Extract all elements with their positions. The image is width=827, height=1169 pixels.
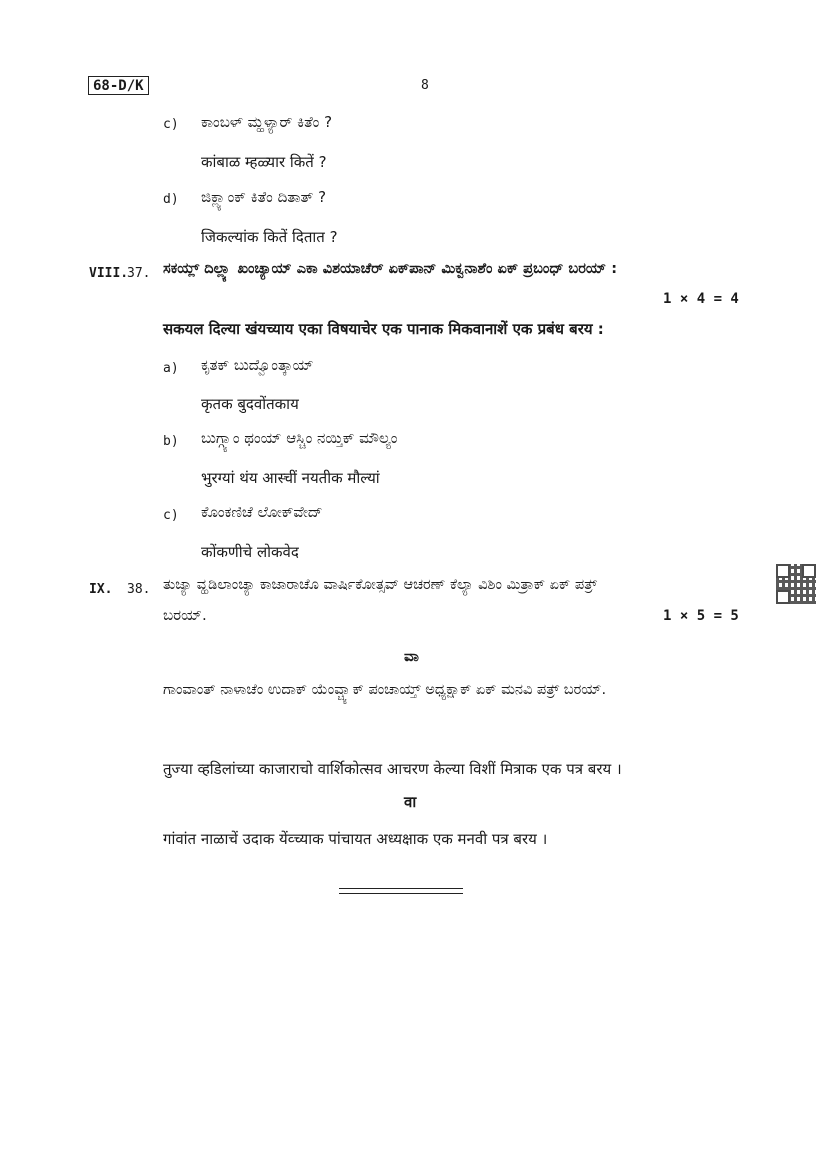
- option-a-kannada: ಕೃತಕ್ ಬುದ್ವೊಂತ್ಕಾಯ್: [201, 356, 314, 374]
- end-rule-top: [339, 888, 463, 889]
- question-37-marks: 1 × 4 = 4: [663, 291, 739, 307]
- option-letter-c2: c): [163, 508, 179, 523]
- question-38-number: 38.: [127, 582, 151, 597]
- end-rule-bottom: [339, 893, 463, 894]
- question-37-number: 37.: [127, 266, 151, 281]
- page-number: 8: [421, 78, 429, 93]
- option-letter-d: d): [163, 192, 179, 207]
- question-38-devanagari: तुज्या व्हडिलांच्या काजाराचो वार्शिकोत्सव आचरण केल्या विशीं मित्राक एक पत्र बरय ।: [163, 760, 622, 778]
- option-letter-b: b): [163, 434, 179, 449]
- or-devanagari: वा: [404, 793, 417, 811]
- qr-code-icon: [776, 564, 816, 604]
- question-38-marks: 1 × 5 = 5: [663, 608, 739, 624]
- question-37-kannada: ಸಕಯ್ಲ್ ದಿಲ್ಲ್ಯಾ ಖಂಚ್ಯಾಯ್ ಎಕಾ ವಿಶಯಾಚೆರ್ ಏಕ್‌ಪಾನ್ ಮಿಕ್ವನಾಶೆಂ ಏಕ್ ಪ್ರಬಂಧ್ ಬರಯ್ :: [163, 261, 617, 277]
- option-c2-devanagari: कोंकणीचे लोकवेद: [201, 543, 299, 561]
- section-viii-label: VIII.: [89, 266, 129, 281]
- section-ix-label: IX.: [89, 582, 113, 597]
- option-b-devanagari: भुरग्यां थंय आस्चीं नयतीक मौल्यां: [201, 469, 380, 487]
- option-b-kannada: ಬುಗ್ಗ್ಯಾಂ ಥಂಯ್ ಆಸ್ಚಿಂ ನಯ್ತಿಕ್ ಮೌಲ್ಯಂ: [201, 429, 398, 447]
- option-c-kannada: ಕಾಂಬಳ್ ಮ್ಹಳ್ಯಾರ್ ಕಿತೆಂ ?: [201, 113, 333, 131]
- option-c2-kannada: ಕೊಂಕಣಿಚೆ ಲೋಕ್‌ವೇದ್: [201, 503, 323, 521]
- option-c-devanagari: कांबाळ म्हळ्यार कितें ?: [201, 153, 327, 171]
- or-kannada: ವಾ: [404, 647, 419, 665]
- option-d-devanagari: जिकल्यांक कितें दितात ?: [201, 228, 338, 246]
- option-d-kannada: ಜಿಕ್ಲ್ಯಾಂಕ್ ಕಿತೆಂ ದಿತಾತ್ ?: [201, 188, 327, 206]
- question-38-devanagari-alt: गांवांत नाळाचें उदाक येंव्च्याक पांचायत अध्यक्षाक एक मनवी पत्र बरय ।: [163, 830, 548, 848]
- option-letter-a: a): [163, 361, 179, 376]
- option-letter-c: c): [163, 117, 179, 132]
- option-a-devanagari: कृतक बुदवोंतकाय: [201, 395, 299, 413]
- question-38-kannada-line1: ತುಜ್ಯಾ ವ್ಹಡಿಲಾಂಚ್ಯಾ ಕಾಜಾರಾಚೊ ವಾರ್ಷಿಕೋತ್ಸವ್ ಆಚರಣ್ ಕೆಲ್ಯಾ ವಿಶಿಂ ಮಿತ್ರಾಕ್ ಏಕ್ ಪತ್ರ್: [163, 577, 598, 593]
- paper-code: 68-D/K: [88, 76, 149, 95]
- question-38-kannada-alt: ಗಾಂವಾಂತ್ ನಾಳಾಚೆಂ ಉದಾಕ್ ಯೆಂವ್ಚ್ಯಾಕ್ ಪಂಚಾಯ್ತ್ ಅಧ್ಯಕ್ಷಾಕ್ ಏಕ್ ಮನವಿ ಪತ್ರ್ ಬರಯ್.: [163, 682, 607, 698]
- question-37-devanagari: सकयल दिल्या खंयच्याय एका विषयाचेर एक पानाक मिकवानाशें एक प्रबंध बरय :: [163, 320, 604, 338]
- question-38-kannada-line2: ಬರಯ್.: [163, 606, 207, 624]
